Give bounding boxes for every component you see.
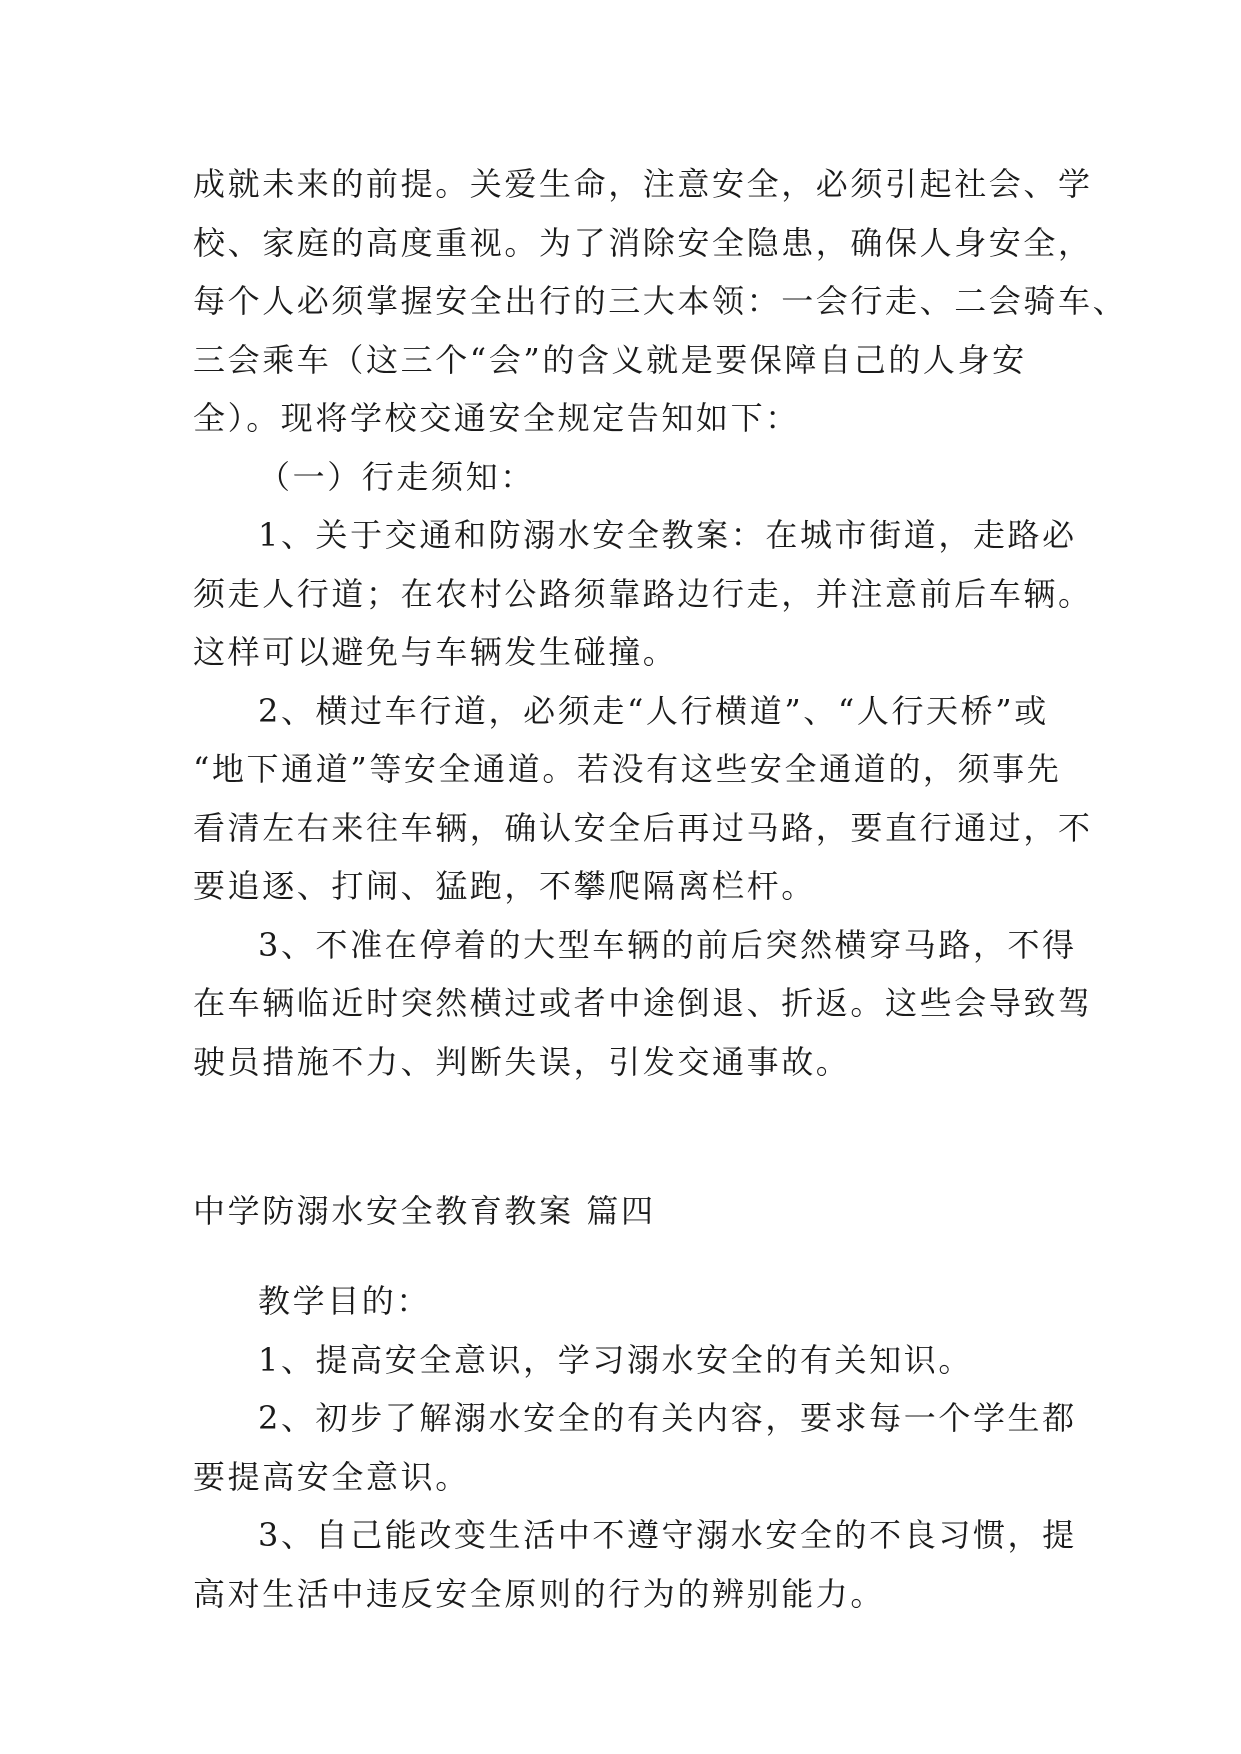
paragraph-line: 这样可以避免与车辆发生碰撞。 [193, 633, 678, 671]
paragraph-line: 要追逐、打闹、猛跑，不攀爬隔离栏杆。 [193, 867, 816, 905]
paragraph-line: 驶员措施不力、判断失误，引发交通事故。 [193, 1042, 851, 1081]
paragraph-line: 在车辆临近时突然横过或者中途倒退、折返。这些会导致驾 [193, 984, 1093, 1022]
paragraph-line: 1、关于交通和防溺水安全教案：在城市街道，走路必 [258, 516, 1077, 554]
paragraph-line: 须走人行道；在农村公路须靠路边行走，并注意前后车辆。 [193, 574, 1093, 613]
paragraph-line: 2、初步了解溺水安全的有关内容，要求每一个学生都 [258, 1399, 1077, 1437]
document-body [193, 155, 1128, 1623]
paragraph-line: 3、不准在停着的大型车辆的前后突然横穿马路，不得 [258, 925, 1077, 964]
paragraph-line: 全）。现将学校交通安全规定告知如下： [193, 399, 800, 437]
section-title: 中学防溺水安全教育教案 篇四 [193, 1191, 656, 1230]
section-spacer [193, 1091, 1063, 1150]
paragraph-line: 要提高安全意识。 [193, 1457, 470, 1496]
paragraph-line: 校、家庭的高度重视。为了消除安全隐患，确保人身安全， [193, 223, 1093, 262]
paragraph-line: 每个人必须掌握安全出行的三大本领：一会行走、二会骑车、 [193, 282, 1128, 320]
paragraph-line: 高对生活中违反安全原则的行为的辨别能力。 [193, 1574, 886, 1613]
section-subheading: 教学目的： [258, 1282, 432, 1320]
paragraph-line: 成就未来的前提。关爱生命，注意安全，必须引起社会、学 [193, 165, 1093, 203]
section-subheading: （一）行走须知： [258, 457, 535, 496]
paragraph-line: 三会乘车（这三个“会”的含义就是要保障自己的人身安 [193, 340, 1027, 379]
paragraph-line: 看清左右来往车辆，确认安全后再过马路，要直行通过，不 [193, 808, 1093, 847]
paragraph-line: 3、自己能改变生活中不遵守溺水安全的不良习惯，提 [258, 1516, 1077, 1554]
paragraph-line: 1、提高安全意识，学习溺水安全的有关知识。 [258, 1340, 973, 1379]
paragraph-line: “地下通道”等安全通道。若没有这些安全通道的，须事先 [193, 750, 1062, 788]
paragraph-line: 2、横过车行道，必须走“人行横道”、“人行天桥”或 [258, 691, 1049, 730]
